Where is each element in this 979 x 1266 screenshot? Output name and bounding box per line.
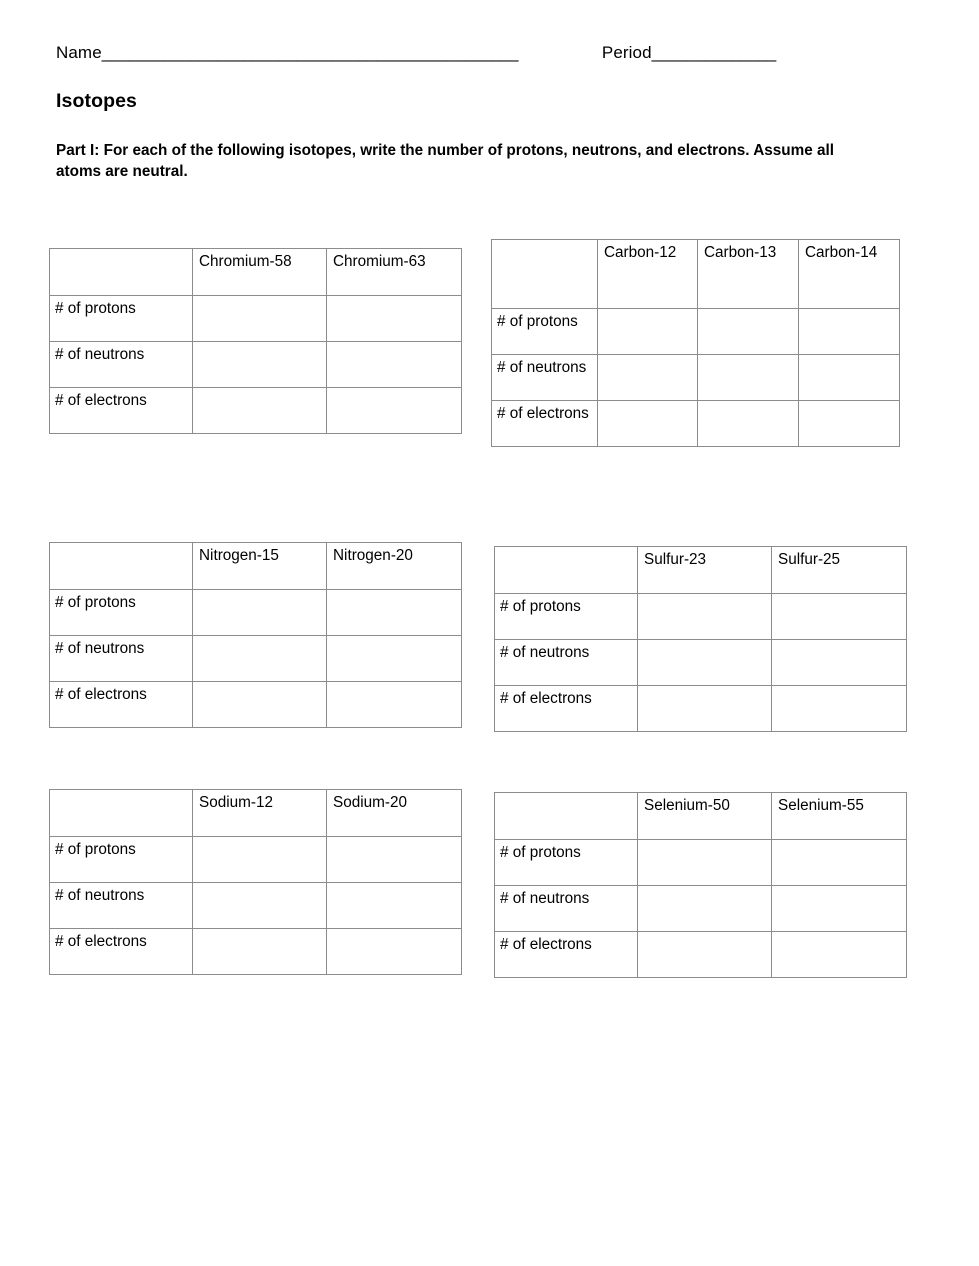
answer-cell[interactable] bbox=[327, 682, 462, 728]
name-label: Name bbox=[56, 43, 102, 62]
row-label: # of electrons bbox=[50, 388, 193, 434]
table-row bbox=[492, 355, 900, 401]
corner-cell bbox=[50, 543, 193, 590]
isotope-table-sulfur bbox=[494, 546, 907, 732]
table-row bbox=[495, 840, 907, 886]
table-header-row bbox=[50, 249, 462, 296]
row-label: # of neutrons bbox=[495, 886, 638, 932]
answer-cell[interactable] bbox=[193, 388, 327, 434]
period-group bbox=[602, 42, 776, 64]
table-row bbox=[492, 401, 900, 447]
table-header-row bbox=[50, 543, 462, 590]
table-row bbox=[50, 682, 462, 728]
row-label: # of neutrons bbox=[50, 883, 193, 929]
answer-cell[interactable] bbox=[193, 837, 327, 883]
answer-cell[interactable] bbox=[772, 932, 907, 978]
row-label: # of protons bbox=[50, 837, 193, 883]
column-header: Nitrogen-15 bbox=[193, 543, 327, 590]
column-header: Sodium-20 bbox=[327, 790, 462, 837]
row-label: # of neutrons bbox=[495, 640, 638, 686]
table-header-row bbox=[492, 240, 900, 309]
corner-cell bbox=[495, 793, 638, 840]
part-one-instructions: Part I: For each of the following isotopes, write the number of protons, neutrons, and electrons. Assume all atoms are neutral. bbox=[56, 142, 834, 180]
column-header: Chromium-63 bbox=[327, 249, 462, 296]
corner-cell bbox=[50, 249, 193, 296]
table-row bbox=[50, 296, 462, 342]
column-header: Selenium-50 bbox=[638, 793, 772, 840]
row-label: # of electrons bbox=[492, 401, 598, 447]
row-label: # of neutrons bbox=[492, 355, 598, 401]
answer-cell[interactable] bbox=[327, 636, 462, 682]
answer-cell[interactable] bbox=[772, 594, 907, 640]
answer-cell[interactable] bbox=[193, 342, 327, 388]
isotope-table-selenium bbox=[494, 792, 907, 978]
row-label: # of protons bbox=[492, 309, 598, 355]
page-title: Isotopes bbox=[56, 90, 137, 112]
table-row bbox=[495, 932, 907, 978]
answer-cell[interactable] bbox=[193, 929, 327, 975]
period-blank-rule: ______________ bbox=[651, 43, 776, 62]
answer-cell[interactable] bbox=[193, 296, 327, 342]
table-row bbox=[495, 594, 907, 640]
answer-cell[interactable] bbox=[638, 886, 772, 932]
row-label: # of protons bbox=[495, 840, 638, 886]
table-row bbox=[50, 388, 462, 434]
column-header: Selenium-55 bbox=[772, 793, 907, 840]
table-header-row bbox=[495, 793, 907, 840]
answer-cell[interactable] bbox=[193, 883, 327, 929]
answer-cell[interactable] bbox=[327, 883, 462, 929]
answer-cell[interactable] bbox=[772, 686, 907, 732]
table-row bbox=[50, 837, 462, 883]
answer-cell[interactable] bbox=[638, 640, 772, 686]
isotope-table-carbon bbox=[491, 239, 900, 447]
column-header: Chromium-58 bbox=[193, 249, 327, 296]
column-header: Sulfur-25 bbox=[772, 547, 907, 594]
table-header-row bbox=[495, 547, 907, 594]
table-row bbox=[495, 640, 907, 686]
answer-cell[interactable] bbox=[799, 309, 900, 355]
row-label: # of protons bbox=[50, 590, 193, 636]
column-header: Sulfur-23 bbox=[638, 547, 772, 594]
table-row bbox=[50, 342, 462, 388]
answer-cell[interactable] bbox=[799, 401, 900, 447]
answer-cell[interactable] bbox=[327, 837, 462, 883]
name-period-row bbox=[56, 42, 916, 68]
table-row bbox=[492, 309, 900, 355]
answer-cell[interactable] bbox=[327, 296, 462, 342]
isotope-table-nitrogen bbox=[49, 542, 462, 728]
row-label: # of protons bbox=[495, 594, 638, 640]
column-header: Carbon-14 bbox=[799, 240, 900, 309]
answer-cell[interactable] bbox=[193, 682, 327, 728]
answer-cell[interactable] bbox=[698, 355, 799, 401]
answer-cell[interactable] bbox=[327, 929, 462, 975]
name-blank-rule: _______________________________________________ bbox=[101, 43, 518, 62]
row-label: # of electrons bbox=[50, 929, 193, 975]
isotope-table-sodium bbox=[49, 789, 462, 975]
row-label: # of electrons bbox=[50, 682, 193, 728]
answer-cell[interactable] bbox=[698, 401, 799, 447]
answer-cell[interactable] bbox=[638, 932, 772, 978]
answer-cell[interactable] bbox=[598, 309, 698, 355]
corner-cell bbox=[492, 240, 598, 309]
answer-cell[interactable] bbox=[327, 388, 462, 434]
table-header-row bbox=[50, 790, 462, 837]
table-row bbox=[50, 929, 462, 975]
answer-cell[interactable] bbox=[193, 590, 327, 636]
row-label: # of electrons bbox=[495, 932, 638, 978]
answer-cell[interactable] bbox=[698, 309, 799, 355]
table-row bbox=[495, 686, 907, 732]
row-label: # of neutrons bbox=[50, 636, 193, 682]
answer-cell[interactable] bbox=[772, 640, 907, 686]
column-header: Sodium-12 bbox=[193, 790, 327, 837]
corner-cell bbox=[495, 547, 638, 594]
answer-cell[interactable] bbox=[327, 590, 462, 636]
row-label: # of electrons bbox=[495, 686, 638, 732]
table-row bbox=[50, 883, 462, 929]
answer-cell[interactable] bbox=[638, 840, 772, 886]
answer-cell[interactable] bbox=[638, 686, 772, 732]
isotope-table-chromium bbox=[49, 248, 462, 434]
answer-cell[interactable] bbox=[327, 342, 462, 388]
answer-cell[interactable] bbox=[638, 594, 772, 640]
table-row bbox=[495, 886, 907, 932]
row-label: # of protons bbox=[50, 296, 193, 342]
row-label: # of neutrons bbox=[50, 342, 193, 388]
column-header: Carbon-13 bbox=[698, 240, 799, 309]
corner-cell bbox=[50, 790, 193, 837]
answer-cell[interactable] bbox=[799, 355, 900, 401]
column-header: Carbon-12 bbox=[598, 240, 698, 309]
column-header: Nitrogen-20 bbox=[327, 543, 462, 590]
answer-cell[interactable] bbox=[193, 636, 327, 682]
answer-cell[interactable] bbox=[598, 401, 698, 447]
table-row bbox=[50, 636, 462, 682]
period-label: Period bbox=[601, 43, 652, 62]
answer-cell[interactable] bbox=[598, 355, 698, 401]
table-row bbox=[50, 590, 462, 636]
answer-cell[interactable] bbox=[772, 886, 907, 932]
answer-cell[interactable] bbox=[772, 840, 907, 886]
